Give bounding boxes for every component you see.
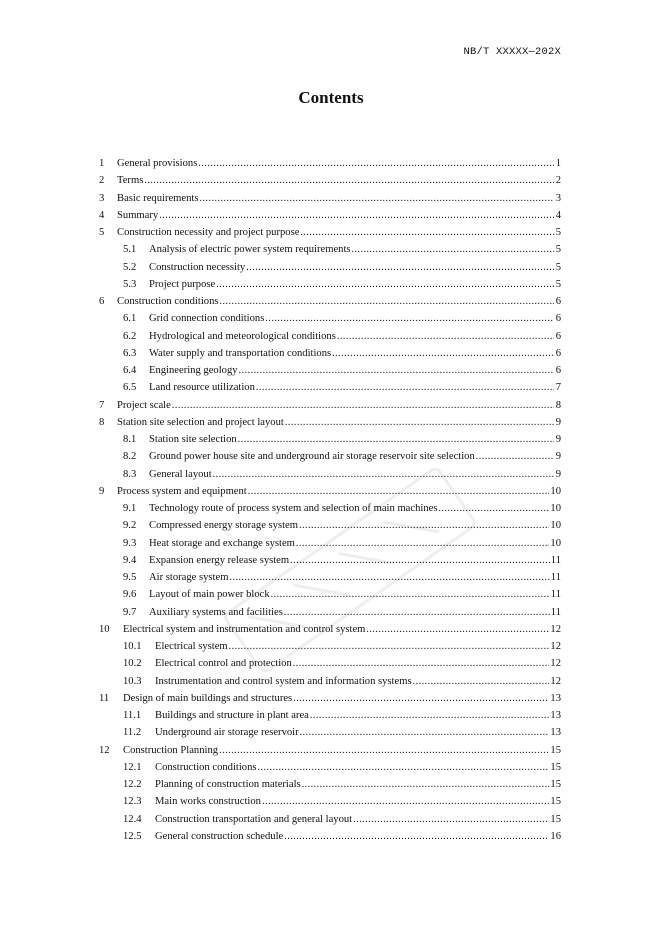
toc-entry-number: 11 bbox=[99, 692, 110, 704]
toc-subsection-entry[interactable] bbox=[99, 313, 561, 330]
toc-page-number: 10 bbox=[550, 485, 561, 497]
toc-dot-leader bbox=[299, 520, 549, 531]
toc-page-number: 9 bbox=[555, 468, 561, 480]
toc-entry-title: Air storage system bbox=[149, 572, 229, 583]
toc-page-number: 10 bbox=[550, 503, 561, 514]
toc-dot-leader bbox=[238, 434, 554, 445]
toc-subsection-entry[interactable] bbox=[99, 607, 561, 624]
toc-page-number: 7 bbox=[555, 382, 561, 394]
toc-page-number: 6 bbox=[555, 365, 561, 376]
toc-entry-title: Planning of construction materials bbox=[155, 779, 301, 790]
toc-entry-title: Grid connection conditions bbox=[149, 313, 265, 325]
toc-entry-title: General provisions bbox=[117, 158, 198, 169]
toc-entry-number: 5.2 bbox=[123, 261, 137, 273]
toc-entry-number: 6.3 bbox=[123, 347, 137, 359]
toc-dot-leader bbox=[290, 555, 550, 566]
toc-entry-title: Buildings and structure in plant area bbox=[155, 710, 309, 721]
toc-dot-leader bbox=[284, 607, 550, 618]
toc-subsection-entry[interactable] bbox=[99, 710, 561, 727]
toc-dot-leader bbox=[438, 503, 549, 514]
toc-dot-leader bbox=[285, 417, 554, 428]
toc-dot-leader bbox=[300, 727, 550, 738]
toc-entry-title: Electrical control and protection bbox=[155, 658, 292, 670]
toc-entry-title: Project scale bbox=[117, 399, 171, 411]
toc-dot-leader bbox=[352, 244, 554, 255]
toc-page-number: 15 bbox=[550, 796, 561, 808]
toc-dot-leader bbox=[413, 676, 550, 687]
toc-entry-number: 12.2 bbox=[123, 779, 142, 790]
toc-dot-leader bbox=[310, 710, 550, 721]
toc-page-number: 6 bbox=[555, 347, 561, 359]
toc-entry-number: 6 bbox=[99, 296, 105, 307]
toc-entry-title: Technology route of process system and selection of main machines bbox=[149, 503, 438, 514]
toc-subsection-entry[interactable] bbox=[99, 641, 561, 658]
toc-page-number: 9 bbox=[555, 416, 561, 428]
toc-subsection-entry[interactable] bbox=[99, 244, 561, 261]
toc-dot-leader bbox=[302, 779, 550, 790]
toc-dot-leader bbox=[284, 831, 549, 842]
toc-dot-leader bbox=[159, 210, 554, 221]
toc-page-number: 2 bbox=[555, 175, 561, 187]
toc-subsection-entry[interactable] bbox=[99, 503, 561, 520]
toc-page-number: 8 bbox=[555, 399, 561, 411]
toc-subsection-entry[interactable] bbox=[99, 572, 561, 589]
toc-page-number: 12 bbox=[550, 623, 561, 635]
toc-page-number: 15 bbox=[550, 813, 561, 825]
toc-page-number: 12 bbox=[550, 675, 561, 687]
toc-entry-number: 9.4 bbox=[123, 554, 137, 566]
toc-dot-leader bbox=[229, 572, 549, 583]
toc-entry-number: 9.6 bbox=[123, 589, 137, 601]
toc-page-number: 15 bbox=[550, 744, 561, 756]
toc-dot-leader bbox=[200, 193, 555, 204]
toc-entry-number: 8.3 bbox=[123, 468, 137, 480]
toc-entry-number: 6.1 bbox=[123, 313, 137, 325]
toc-entry-number: 2 bbox=[99, 175, 105, 187]
toc-subsection-entry[interactable] bbox=[99, 331, 561, 348]
page-title: Contents bbox=[298, 88, 364, 107]
toc-page-number: 3 bbox=[555, 192, 561, 204]
toc-page-number: 11 bbox=[550, 589, 561, 601]
toc-page-number: 10 bbox=[550, 520, 561, 532]
toc-dot-leader bbox=[332, 348, 554, 359]
toc-entry-number: 9 bbox=[99, 485, 105, 497]
toc-entry-title: Basic requirements bbox=[117, 192, 199, 204]
toc-subsection-entry[interactable] bbox=[99, 676, 561, 693]
toc-section-entry[interactable] bbox=[99, 210, 561, 227]
toc-entry-title: Electrical system and instrumentation and control system bbox=[123, 623, 366, 635]
toc-entry-title: Heat storage and exchange system bbox=[149, 537, 295, 549]
toc-page-number: 5 bbox=[555, 227, 561, 238]
toc-dot-leader bbox=[213, 469, 554, 480]
toc-dot-leader bbox=[220, 296, 554, 307]
toc-section-entry[interactable] bbox=[99, 745, 561, 762]
toc-dot-leader bbox=[216, 279, 554, 290]
toc-entry-title: Construction transportation and general layout bbox=[155, 813, 353, 825]
toc-page-number: 13 bbox=[550, 727, 561, 739]
toc-section-entry[interactable] bbox=[99, 193, 561, 210]
toc-entry-title: Station site selection bbox=[149, 434, 237, 445]
toc-entry-title: Process system and equipment bbox=[117, 485, 247, 497]
toc-entry-number: 10.2 bbox=[123, 658, 142, 670]
toc-subsection-entry[interactable] bbox=[99, 658, 561, 675]
toc-subsection-entry[interactable] bbox=[99, 348, 561, 365]
toc-subsection-entry[interactable] bbox=[99, 434, 561, 451]
toc-entry-title: Layout of main power block bbox=[149, 589, 270, 601]
toc-subsection-entry[interactable] bbox=[99, 279, 561, 296]
toc-entry-number: 9.7 bbox=[123, 606, 137, 618]
toc-subsection-entry[interactable] bbox=[99, 589, 561, 606]
toc-subsection-entry[interactable] bbox=[99, 727, 561, 744]
toc-page-number: 11 bbox=[550, 606, 561, 618]
toc-subsection-entry[interactable] bbox=[99, 555, 561, 572]
toc-page-number: 10 bbox=[550, 537, 561, 549]
toc-section-entry[interactable] bbox=[99, 296, 561, 313]
toc-entry-title: Compressed energy storage system bbox=[149, 520, 298, 532]
toc-page-number: 12 bbox=[550, 641, 561, 652]
toc-dot-leader bbox=[265, 313, 554, 324]
toc-page-number: 11 bbox=[550, 554, 561, 566]
toc-section-entry[interactable] bbox=[99, 175, 561, 192]
toc-page-number: 5 bbox=[555, 261, 561, 273]
toc-dot-leader bbox=[198, 158, 554, 169]
toc-entry-title: Summary bbox=[117, 209, 159, 221]
toc-dot-leader bbox=[144, 175, 554, 186]
toc-entry-number: 8.2 bbox=[123, 451, 137, 463]
toc-entry-title: Design of main buildings and structures bbox=[123, 692, 293, 704]
toc-entry-number: 11.2 bbox=[123, 727, 142, 739]
toc-page-number: 16 bbox=[550, 830, 561, 842]
toc-subsection-entry[interactable] bbox=[99, 796, 561, 813]
toc-page-number: 6 bbox=[555, 296, 561, 307]
toc-dot-leader bbox=[366, 624, 549, 635]
toc-subsection-entry[interactable] bbox=[99, 365, 561, 382]
toc-page-number: 13 bbox=[550, 710, 561, 721]
toc-entry-title: Expansion energy release system bbox=[149, 554, 290, 566]
toc-entry-title: Terms bbox=[117, 175, 144, 187]
toc-dot-leader bbox=[296, 538, 550, 549]
toc-entry-title: Water supply and transportation conditions bbox=[149, 347, 332, 359]
toc-entry-number: 4 bbox=[99, 209, 105, 221]
toc-entry-number: 10.3 bbox=[123, 675, 142, 687]
toc-entry-title: Engineering geology bbox=[149, 365, 238, 376]
toc-entry-title: General construction schedule bbox=[155, 830, 284, 842]
toc-dot-leader bbox=[262, 796, 549, 807]
toc-page-number: 15 bbox=[550, 779, 561, 790]
document-code: NB/T XXXXX—202X bbox=[463, 46, 561, 58]
toc-entry-title: Land resource utilization bbox=[149, 382, 255, 394]
toc-entry-number: 8 bbox=[99, 416, 105, 428]
toc-dot-leader bbox=[271, 589, 550, 600]
toc-page-number: 4 bbox=[555, 209, 561, 221]
toc-dot-leader bbox=[172, 400, 554, 411]
toc-subsection-entry[interactable] bbox=[99, 538, 561, 555]
toc-entry-number: 12.4 bbox=[123, 813, 142, 825]
toc-entry-title: Construction conditions bbox=[155, 761, 257, 773]
toc-subsection-entry[interactable] bbox=[99, 382, 561, 399]
toc-entry-number: 1 bbox=[99, 158, 105, 169]
toc-entry-number: 6.2 bbox=[123, 330, 137, 342]
toc-entry-title: Station site selection and project layout bbox=[117, 416, 284, 428]
toc-dot-leader bbox=[258, 762, 550, 773]
toc-entry-number: 9.3 bbox=[123, 537, 137, 549]
toc-dot-leader bbox=[256, 382, 554, 393]
toc-dot-leader bbox=[229, 641, 550, 652]
toc-entry-title: General layout bbox=[149, 468, 212, 480]
toc-dot-leader bbox=[248, 486, 550, 497]
toc-entry-number: 8.1 bbox=[123, 434, 137, 445]
toc-entry-title: Auxiliary systems and facilities bbox=[149, 606, 283, 618]
toc-dot-leader bbox=[293, 693, 549, 704]
toc-subsection-entry[interactable] bbox=[99, 262, 561, 279]
toc-section-entry[interactable] bbox=[99, 486, 561, 503]
toc-entry-number: 12.3 bbox=[123, 796, 142, 808]
toc-entry-title: Ground power house site and underground air storage reservoir site selection bbox=[149, 451, 475, 463]
toc-entry-number: 3 bbox=[99, 192, 105, 204]
toc-dot-leader bbox=[239, 365, 554, 376]
toc-entry-number: 9.5 bbox=[123, 572, 137, 583]
toc-entry-title: Instrumentation and control system and information systems bbox=[155, 675, 412, 687]
toc-section-entry[interactable] bbox=[99, 400, 561, 417]
toc-page-number: 1 bbox=[555, 158, 561, 169]
toc-entry-title: Electrical system bbox=[155, 641, 228, 652]
toc-section-entry[interactable] bbox=[99, 158, 561, 175]
toc-section-entry[interactable] bbox=[99, 624, 561, 641]
toc-entry-number: 10 bbox=[99, 623, 110, 635]
table-of-contents bbox=[99, 158, 561, 848]
toc-page-number: 12 bbox=[550, 658, 561, 670]
toc-section-entry[interactable] bbox=[99, 227, 561, 244]
toc-section-entry[interactable] bbox=[99, 693, 561, 710]
toc-page-number: 6 bbox=[555, 313, 561, 325]
toc-subsection-entry[interactable] bbox=[99, 779, 561, 796]
toc-section-entry[interactable] bbox=[99, 417, 561, 434]
toc-page-number: 9 bbox=[555, 451, 561, 463]
toc-entry-number: 9.2 bbox=[123, 520, 137, 532]
toc-entry-number: 12 bbox=[99, 744, 110, 756]
toc-subsection-entry[interactable] bbox=[99, 451, 561, 468]
toc-entry-title: Construction necessity and project purpose bbox=[117, 227, 300, 238]
toc-entry-number: 10.1 bbox=[123, 641, 142, 652]
toc-subsection-entry[interactable] bbox=[99, 762, 561, 779]
toc-entry-number: 6.5 bbox=[123, 382, 137, 394]
toc-entry-number: 5 bbox=[99, 227, 105, 238]
toc-page-number: 15 bbox=[550, 761, 561, 773]
toc-page-number: 5 bbox=[555, 278, 561, 290]
toc-dot-leader bbox=[293, 658, 550, 669]
toc-entry-number: 7 bbox=[99, 399, 105, 411]
toc-entry-title: Hydrological and meteorological conditions bbox=[149, 330, 336, 342]
toc-entry-title: Analysis of electric power system requirements bbox=[149, 244, 351, 256]
toc-page-number: 9 bbox=[555, 434, 561, 445]
toc-entry-number: 5.1 bbox=[123, 244, 137, 256]
toc-page-number: 13 bbox=[550, 692, 561, 704]
toc-entry-title: Main works construction bbox=[155, 796, 261, 808]
toc-entry-title: Construction necessity bbox=[149, 261, 246, 273]
toc-page-number: 5 bbox=[555, 244, 561, 256]
toc-dot-leader bbox=[246, 262, 554, 273]
toc-dot-leader bbox=[476, 451, 554, 462]
toc-entry-title: Construction Planning bbox=[123, 744, 219, 756]
toc-dot-leader bbox=[300, 227, 554, 238]
toc-entry-title: Project purpose bbox=[149, 278, 216, 290]
toc-entry-number: 12.5 bbox=[123, 830, 142, 842]
toc-subsection-entry[interactable] bbox=[99, 520, 561, 537]
toc-page-number: 6 bbox=[555, 330, 561, 342]
toc-entry-number: 12.1 bbox=[123, 761, 142, 773]
toc-subsection-entry[interactable] bbox=[99, 469, 561, 486]
toc-entry-number: 11.1 bbox=[123, 710, 142, 721]
toc-subsection-entry[interactable] bbox=[99, 831, 561, 848]
toc-dot-leader bbox=[337, 331, 554, 342]
toc-subsection-entry[interactable] bbox=[99, 814, 561, 831]
toc-dot-leader bbox=[219, 745, 549, 756]
toc-dot-leader bbox=[353, 814, 549, 825]
toc-entry-title: Underground air storage reservoir bbox=[155, 727, 299, 739]
toc-entry-number: 9.1 bbox=[123, 503, 137, 514]
toc-entry-number: 5.3 bbox=[123, 278, 137, 290]
toc-page-number: 11 bbox=[550, 572, 561, 583]
toc-entry-title: Construction conditions bbox=[117, 296, 219, 307]
toc-entry-number: 6.4 bbox=[123, 365, 137, 376]
